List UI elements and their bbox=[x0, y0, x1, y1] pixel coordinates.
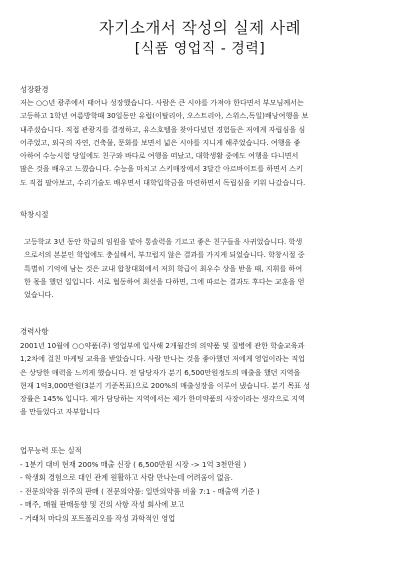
document-subtitle: [식품 영업직 - 경력] bbox=[134, 41, 266, 57]
list-item: - 전문의약품 위주의 판매 ( 전문의약품: 일반의약품 비율 7:1 - 매출액 기준 ) bbox=[20, 486, 260, 496]
section-heading-growth: 성장환경 bbox=[20, 85, 49, 94]
paragraph-line: 1,2차에 걸친 마케팅 교육을 받았습니다. 사람 만나는 것을 좋아했던 저에게 영업이라는 직업 bbox=[20, 354, 306, 364]
section-heading-career: 경력사항 bbox=[20, 327, 49, 336]
list-item: - 1분기 대비 현재 200% 매출 신장 ( 6,500만원 시장 -> 1억 3천만원 ) bbox=[20, 460, 247, 469]
paragraph-line: 으로서의 본분인 학업에도 충실해서, 부끄럽지 않은 결과를 가지게 되었습니다. 학창시절 중 bbox=[24, 250, 305, 260]
paragraph-line: 도 직접 팔아보고, 수리기술도 배우면서 대학입학금을 마련하면서 독립심을 키워 나갔습니다. bbox=[20, 177, 306, 187]
achievements-list bbox=[20, 458, 382, 525]
list-item: - 거래처 마다의 포트폴리오를 작성 과학적인 영업 bbox=[20, 513, 176, 523]
paragraph-line: 많은 것을 배우고 느꼈습니다. 수능을 마치고 스키매장에서 3달간 아르바이트를 하면서 스키 bbox=[20, 164, 303, 174]
paragraph-line: 2001년 10월에 ○○약품(주) 영업부에 입사해 2개월간의 의약품 및 질병에 관한 학술교육과 bbox=[20, 341, 305, 350]
section-heading-achievements: 업무능력 또는 실적 bbox=[20, 446, 82, 455]
paragraph-line: 저는 ○○년 광주에서 태어나 성장했습니다. 사람은 큰 시야를 가져야 한다면서 부모님께서는 bbox=[20, 98, 304, 107]
paragraph-line: 현재 1억3,000만원(3분기 기준목표)으로 200%의 매출성장을 이루어 냈습니다. 분기 목표 성 bbox=[20, 380, 311, 390]
list-item: - 학생회 경험으로 대인 관계 원활하고 사람 만나는데 어려움이 없음. bbox=[20, 473, 233, 483]
document-title: 자기소개서 작성의 실제 사례 bbox=[99, 19, 301, 37]
paragraph-line: 한 몫을 했던 일입니다. 서로 협동하여 최선을 다하면, 그에 따르는 결과도 후다는 교훈을 얻 bbox=[24, 276, 305, 286]
section-body-growth bbox=[20, 96, 382, 189]
section-heading-school: 학창시절 bbox=[20, 210, 49, 219]
paragraph-line: 내주셨습니다. 직접 관광지를 결정하고, 유스호텔을 찾아다녔던 경험들은 저에게 자립심을 심 bbox=[20, 124, 306, 134]
section-body-school bbox=[20, 235, 382, 301]
paragraph-line: 은 상당한 매력을 느끼게 했습니다. 전 담당자가 분기 6,500만원정도의 매출을 했던 지역을 bbox=[20, 367, 301, 377]
list-item: - 매주, 매월 판매동향 및 건의 사항 작성 회사에 보고 bbox=[20, 500, 185, 510]
paragraph-line: 장률은 145% 입니다. 제가 담당하는 지역에서는 제가 한미약품의 사장이라는 생각으로 지역 bbox=[20, 394, 305, 404]
paragraph-line: 특별히 기억에 남는 것은 교내 합창대회에서 저희 학급이 최우수 상을 받을 때, 지휘를 하여 bbox=[24, 263, 303, 273]
paragraph-line: 을 만들었다고 자부합니다 bbox=[20, 407, 100, 417]
section-body-career bbox=[20, 339, 382, 419]
paragraph-line: 아하여 수능시험 당일에도 친구와 바다로 여행을 떠났고, 대학생활 중에도 여행을 다니면서 bbox=[20, 151, 299, 161]
paragraph-line: 고등하고 1학년 여름방학때 30일동안 유럽(이탈리아, 오스트리아, 스위스,독일)배낭여행을 보 bbox=[20, 111, 309, 121]
paragraph-line: 어주었고, 외국의 자연, 건축물, 문화를 보면서 넓은 시야를 지니게 해주었습니다. 여행을 좋 bbox=[20, 137, 301, 147]
paragraph-line: 고등학교 3년 동안 학급의 임원을 맡아 통솔력을 기르고 좋은 친구들을 사귀었습니다. 학생 bbox=[24, 237, 303, 246]
paragraph-line: 었습니다. bbox=[24, 290, 54, 300]
